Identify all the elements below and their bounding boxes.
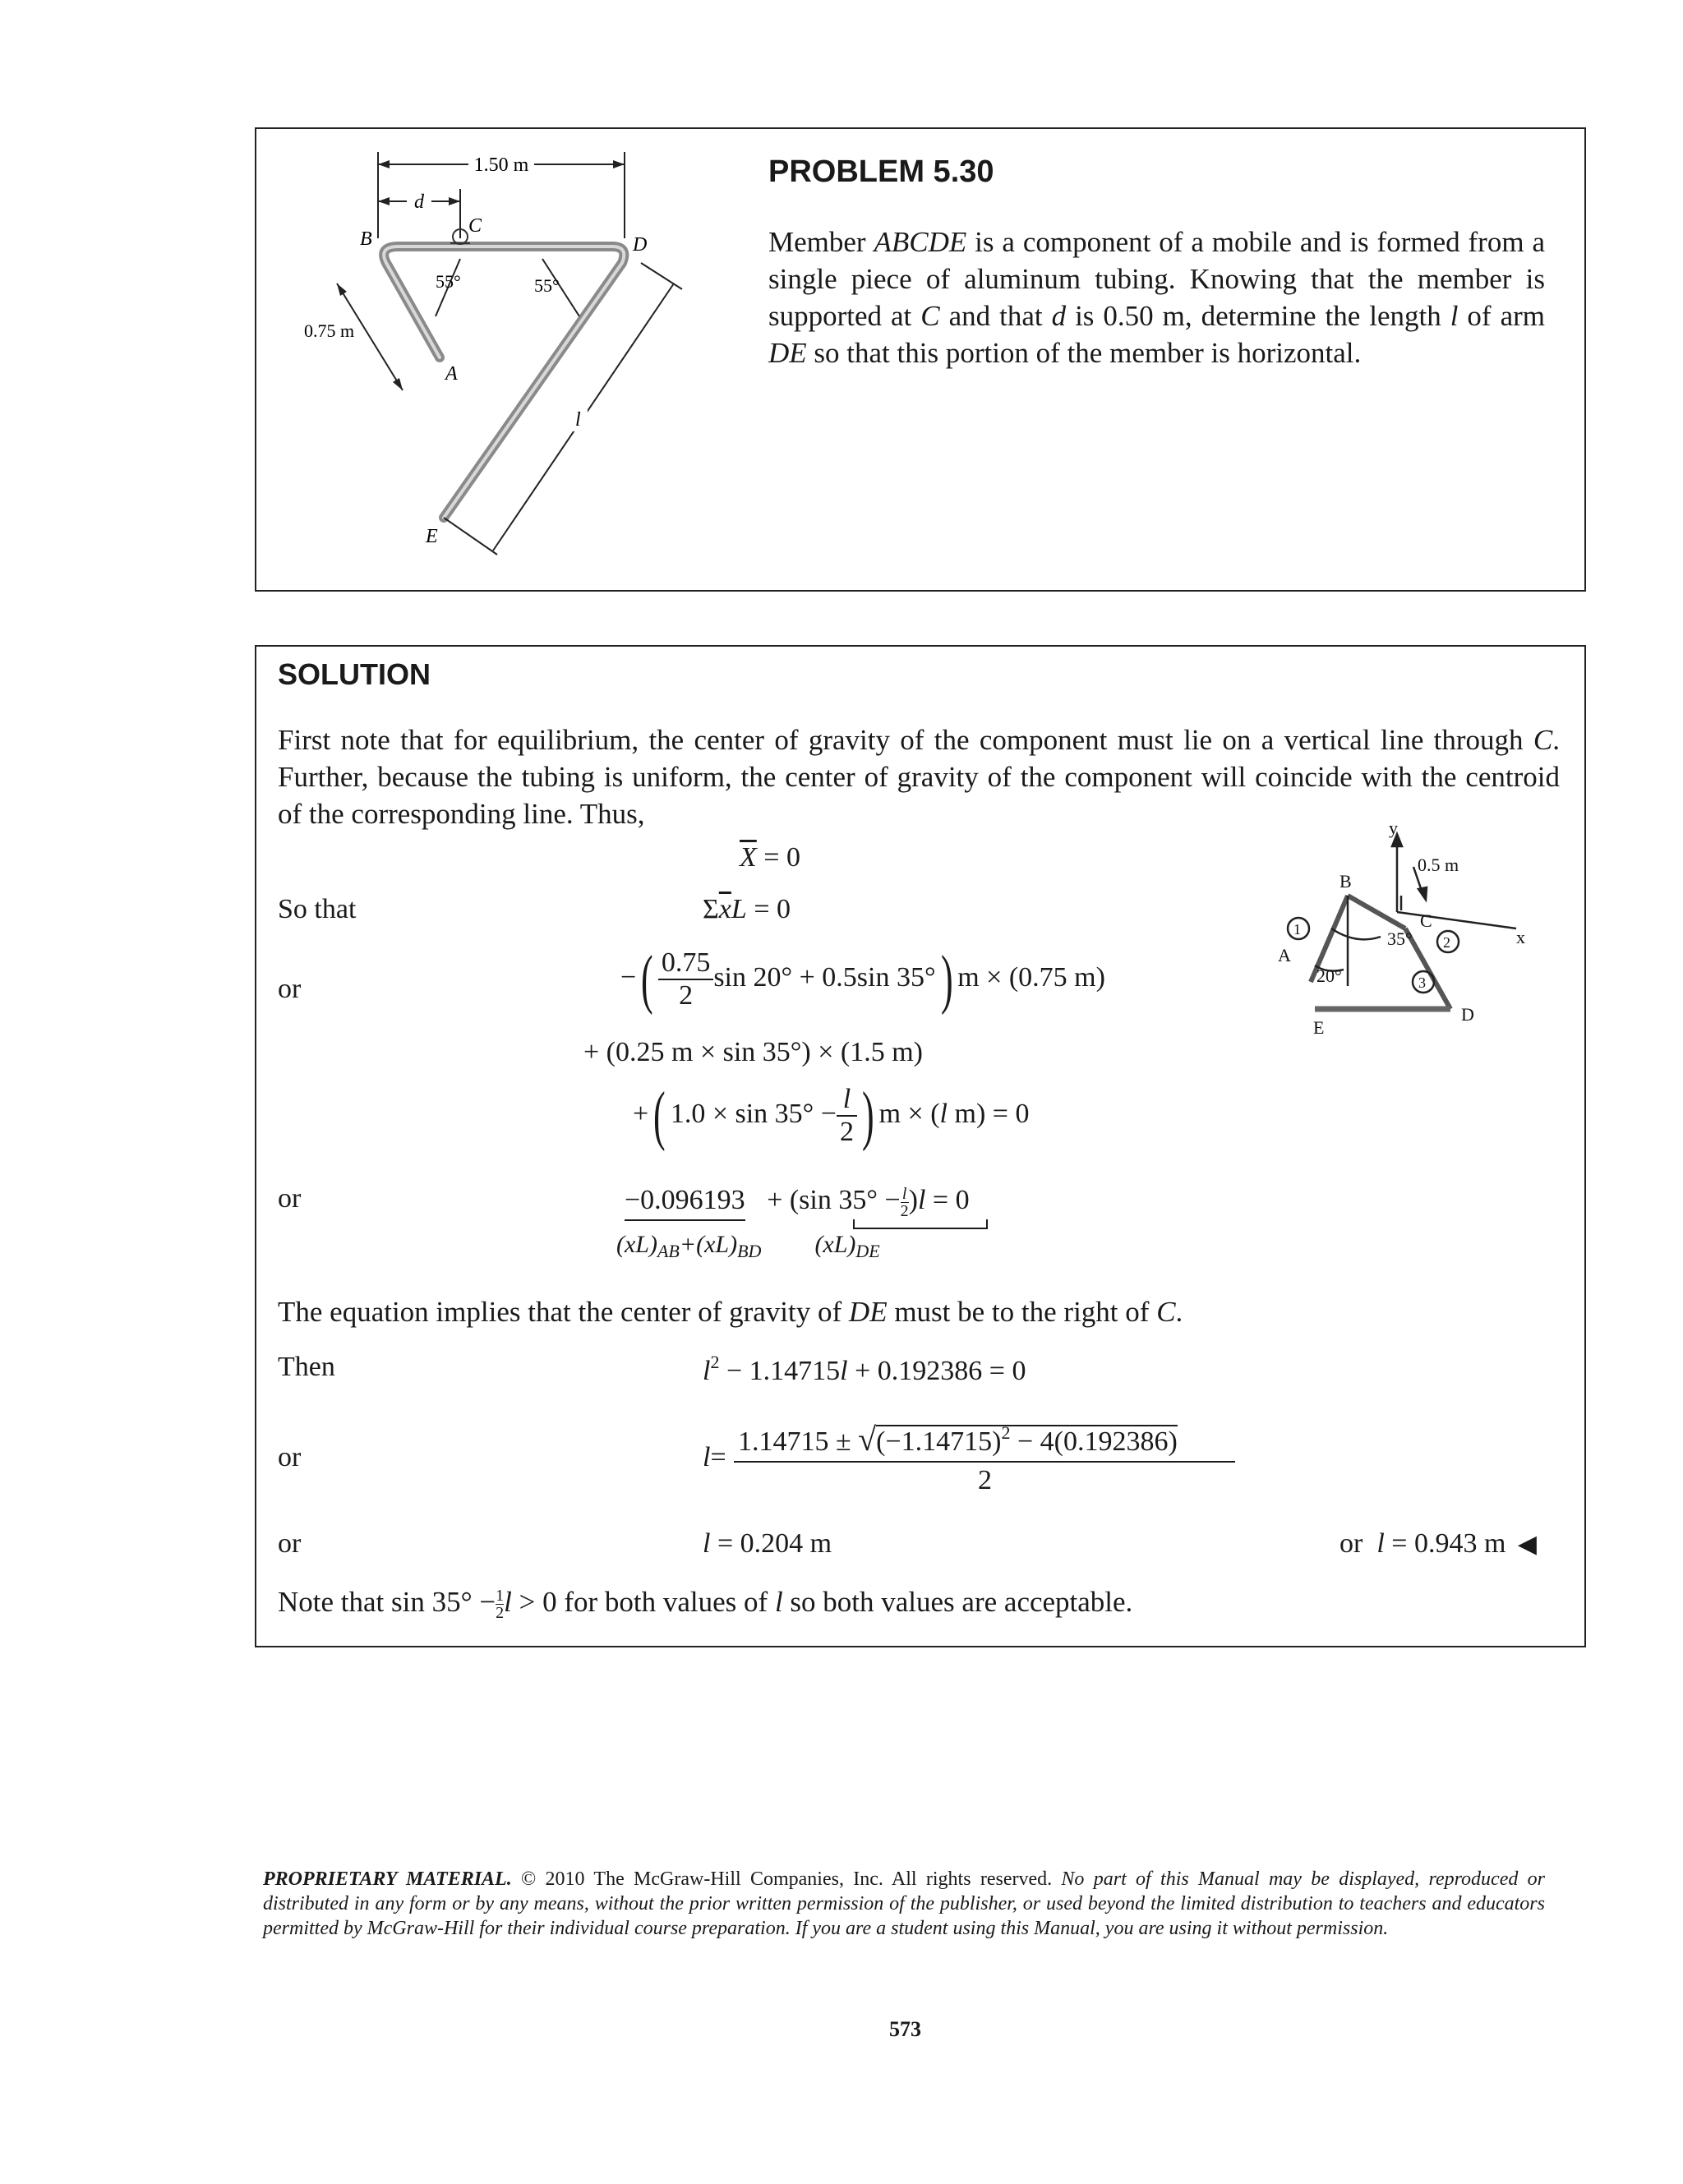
problem-title: PROBLEM 5.30 [768, 154, 994, 189]
eq-line-4: −0.096193 + (sin 35° − $\frac{l}{2})l = 0$ [625, 1184, 970, 1220]
eq-line-4-labels: $(xL)_{AB}+(xL)_{BD}$ $(xL)_{DE}$ [616, 1231, 880, 1261]
solution-note: Note that sin 35° − $\frac{1}{2}l > 0$ for both values of l so both values are acceptable. [278, 1586, 1133, 1623]
eq-line-7: l = 0.204 m [703, 1528, 832, 1559]
dim-top-label: 1.50 m [473, 154, 529, 176]
eq-line-3: +( 1.0 × sin 35° − $\frac{l}{2}$ ) m × (l m) = 0 [633, 1080, 1030, 1152]
eq-line-1: −( $\frac{0.75}{2}$ sin 20° + 0.5sin 35°) m × (0.75 m) [620, 943, 1105, 1016]
svg-text:3: 3 [1418, 975, 1426, 991]
eq-xbar: $\overline{X} = 0$ [740, 842, 800, 873]
svg-text:55°: 55° [436, 271, 461, 292]
dim-l-label: l [575, 409, 581, 431]
svg-text:1: 1 [1293, 921, 1301, 938]
solution-implies: The equation implies that the center of gravity of DE must be to the right of C. [278, 1296, 1183, 1328]
tube-member [384, 247, 624, 518]
svg-text:A: A [445, 363, 458, 385]
svg-text:E: E [1313, 1017, 1325, 1038]
svg-text:55°: 55° [534, 275, 560, 296]
svg-text:B: B [360, 228, 372, 250]
answer-marker-icon: ◀ [1517, 1531, 1537, 1558]
final-answer: or l = 0.943 m ◀ [1339, 1528, 1537, 1559]
svg-text:y: y [1389, 822, 1398, 838]
problem-statement: Member ABCDE is a component of a mobile and is formed from a single piece of aluminum tubing. Knowing that the member is supported at C and that d is 0.50 m, determine the length l of arm DE so that this portion of the member is horizontal. [768, 226, 1546, 369]
svg-text:E: E [426, 526, 438, 547]
svg-text:A: A [1278, 945, 1291, 965]
solution-title: SOLUTION [278, 657, 431, 691]
svg-text:x: x [1516, 927, 1525, 947]
svg-text:C: C [468, 215, 482, 237]
svg-text:0.5 m: 0.5 m [1418, 855, 1459, 875]
eq-line-5: $l^2 - 1.14715l + 0.192386 = 0$ [703, 1352, 1026, 1386]
svg-text:D: D [1461, 1004, 1474, 1025]
eq-line-2: + (0.25 m × sin 35°) × (1.5 m) [583, 1037, 923, 1067]
footer-notice: PROPRIETARY MATERIAL. © 2010 The McGraw-Hill Companies, Inc. All rights reserved. No part of this Manual may be displayed, reproduced or distributed in any form or by any means, without the prior written permission of the publisher, or used beyond the limited distribution to teachers and educators permitted by McGraw-Hill for their individual course preparation. If you are a student using this Manual, you are using it without permission. [263, 1868, 1545, 1939]
eq-line-4-underbrace [853, 1219, 988, 1229]
svg-text:35°: 35° [1387, 928, 1413, 949]
label-or-4: or [278, 1528, 302, 1559]
svg-text:0.75 m: 0.75 m [304, 320, 355, 341]
label-then: Then [278, 1352, 335, 1382]
label-or-3: or [278, 1442, 302, 1472]
svg-text:C: C [1420, 910, 1432, 931]
page-number: 573 [889, 2017, 921, 2041]
svg-text:2: 2 [1443, 934, 1450, 951]
eq-line-6-lhs: l= [703, 1442, 726, 1472]
solution-sketch [1266, 822, 1545, 1085]
problem-figure [304, 140, 731, 567]
eq-line-6-bar [734, 1461, 1235, 1463]
label-or-1: or [278, 974, 302, 1004]
svg-text:D: D [633, 234, 648, 256]
solution-intro: First note that for equilibrium, the center of gravity of the component must lie on a vertical line through C. Further, because the tubing is uniform, the center of gravity of the component will coincide with the centroid of the corresponding line. Thus, [278, 724, 1560, 830]
svg-text:20°: 20° [1316, 965, 1342, 986]
eq-sum: $\Sigma\overline{x}L = 0$ [703, 894, 791, 924]
label-so-that: So that [278, 894, 357, 924]
eq-line-6-num: $1.14715 \pm √(-1.14715)^2 - 4(0.192386)$ [738, 1421, 1178, 1458]
dim-d-label: d [414, 191, 424, 213]
svg-text:B: B [1339, 871, 1352, 892]
eq-line-6-den: 2 [978, 1465, 992, 1495]
label-or-2: or [278, 1183, 302, 1214]
